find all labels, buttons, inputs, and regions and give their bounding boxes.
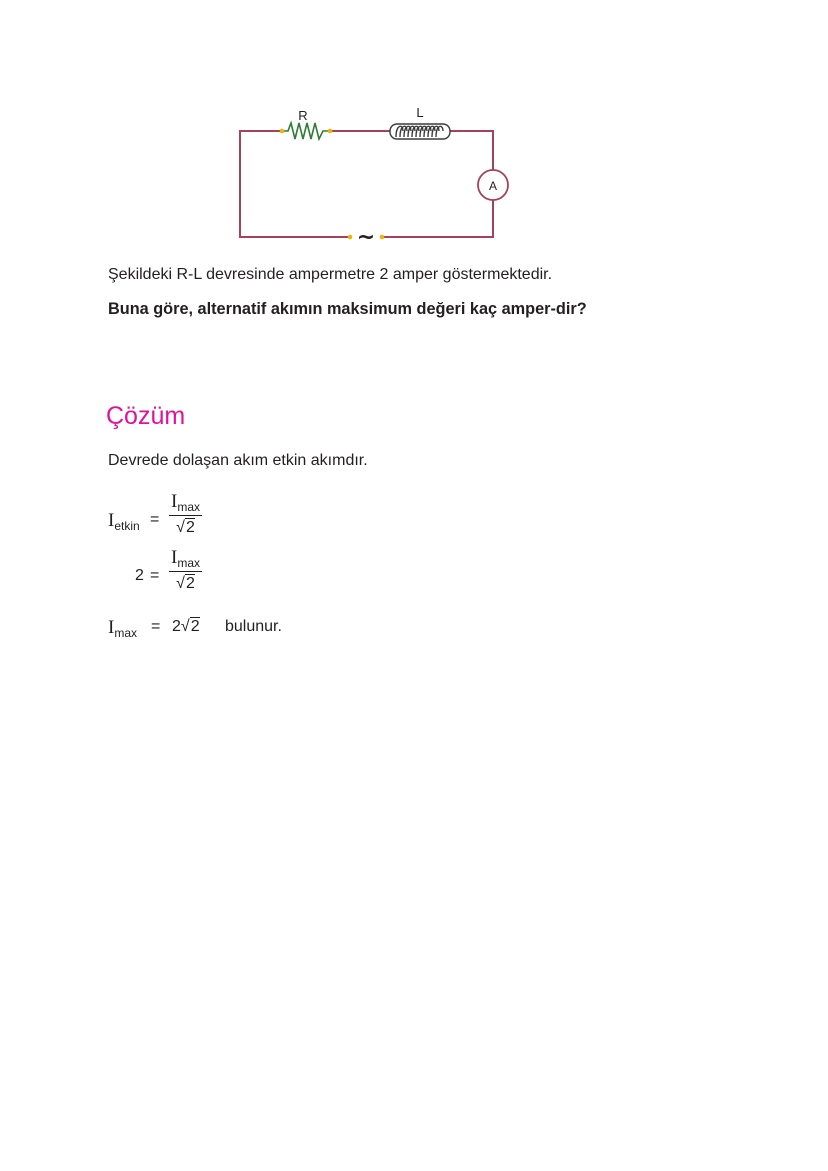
- junction-dot: [348, 235, 353, 240]
- eq1-lhs: [108, 510, 140, 532]
- current-symbol: I: [108, 617, 115, 638]
- eq1-fraction: [169, 491, 202, 537]
- radicand: 2: [190, 618, 200, 635]
- current-symbol: I: [171, 547, 178, 568]
- eq2-equals: =: [150, 567, 160, 584]
- subscript-max: max: [114, 626, 137, 640]
- radicand: 2: [185, 519, 195, 536]
- eq1-equals: =: [150, 511, 160, 528]
- inductor: [390, 124, 450, 139]
- eq3-result: [172, 618, 200, 636]
- sqrt-symbol: √: [176, 519, 185, 536]
- solution-text: Devrede dolaşan akım etkin akımdır.: [108, 452, 368, 469]
- eq2-fraction: [169, 547, 202, 593]
- resistor: [282, 123, 330, 139]
- junction-dot: [328, 129, 333, 134]
- eq2-lhs: 2: [135, 567, 144, 584]
- junction-dot: [280, 129, 285, 134]
- subscript-max: max: [177, 556, 200, 570]
- current-symbol: I: [108, 510, 115, 531]
- eq3-lhs: [108, 617, 137, 639]
- inductor-label: L: [416, 105, 424, 120]
- problem-question: Buna göre, alternatif akımın maksimum değeri kaç amper-dir?: [108, 300, 587, 318]
- subscript-max: max: [177, 500, 200, 514]
- problem-statement: Şekildeki R-L devresinde ampermetre 2 amper göstermektedir.: [108, 266, 553, 283]
- sqrt-symbol: √: [180, 618, 190, 635]
- ac-source-symbol: ~: [356, 225, 376, 245]
- radicand: 2: [185, 575, 195, 592]
- resistor-label: R: [298, 108, 308, 123]
- current-symbol: I: [171, 491, 178, 512]
- ammeter-label: A: [488, 179, 498, 193]
- rl-circuit-diagram: [232, 100, 522, 245]
- eq3-equals: =: [151, 618, 161, 635]
- junction-dot: [380, 235, 385, 240]
- eq3-suffix: bulunur.: [225, 618, 282, 635]
- coefficient: 2: [172, 618, 181, 635]
- sqrt-symbol: √: [176, 575, 185, 592]
- subscript-etkin: etkin: [114, 519, 140, 533]
- solution-title: Çözüm: [106, 402, 186, 430]
